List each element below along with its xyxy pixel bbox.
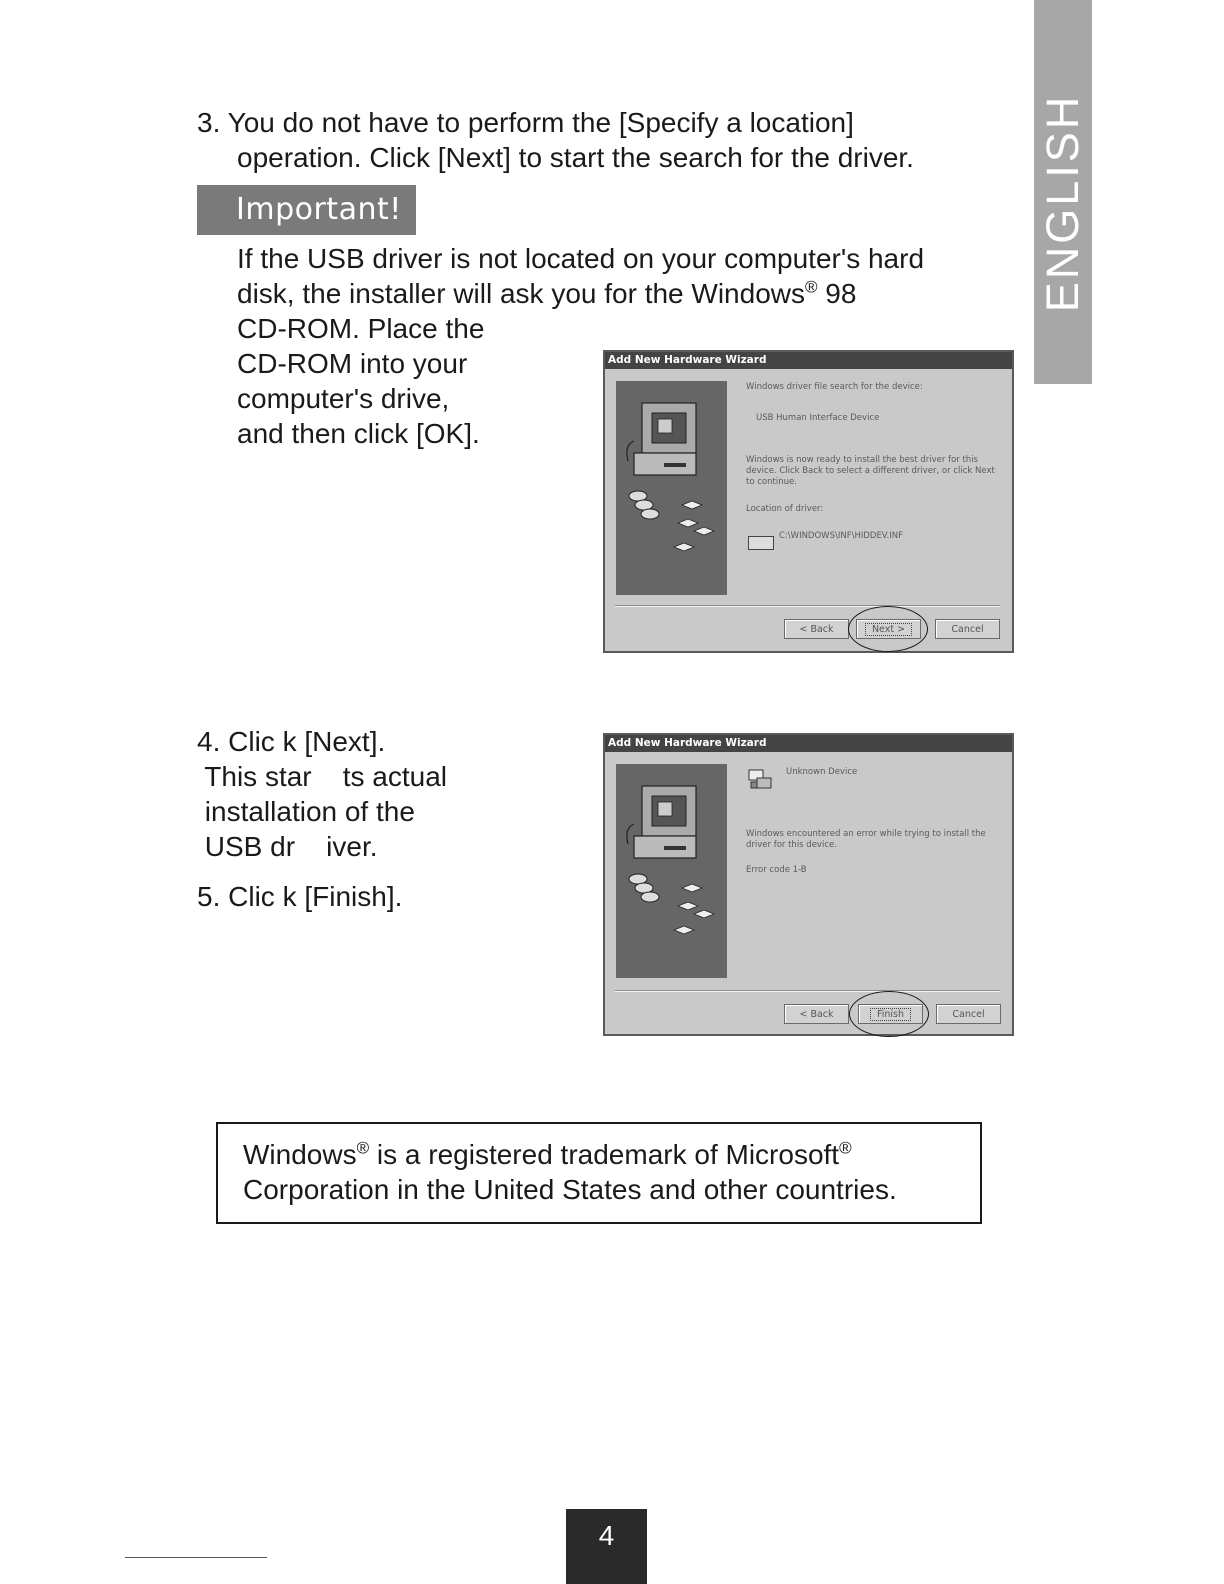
language-tab <box>1034 0 1092 384</box>
important-line1: If the USB driver is not located on your computer's hard <box>237 243 925 274</box>
dialog-title-bar: Add New Hardware Wizard <box>605 735 1012 752</box>
next-button[interactable]: Next > <box>856 619 921 639</box>
highlight-circle <box>849 991 929 1037</box>
dialog-separator <box>615 605 1000 607</box>
back-button[interactable]: < Back <box>784 619 849 639</box>
important-line5: computer's drive, <box>237 383 450 414</box>
hardware-device-icon <box>747 766 775 792</box>
wizard-dialog-error <box>603 733 1014 1036</box>
important-label: Important! <box>197 185 416 235</box>
driver-path: C:\WINDOWS\INF\HIDDEV.INF <box>779 531 903 541</box>
search-label: Windows driver file search for the device: <box>746 382 923 392</box>
info-line2: device. Click Back to select a different driver, or click Next <box>746 466 995 476</box>
step5-line1: 5. Clic k [Finish]. <box>197 881 403 912</box>
info-line1: Windows is now ready to install the best driver for this <box>746 455 978 465</box>
important-line3: CD-ROM. Place the <box>237 313 485 344</box>
dialog-title-bar: Add New Hardware Wizard <box>605 352 1012 369</box>
error-line2: driver for this device. <box>746 840 837 850</box>
important-line4: CD-ROM into your <box>237 348 468 379</box>
footer-rule <box>125 1557 267 1558</box>
language-tab-label: ENGLISH <box>1037 93 1088 313</box>
important-line6: and then click [OK]. <box>237 418 480 449</box>
cancel-button[interactable]: Cancel <box>936 1004 1001 1024</box>
info-line3: to continue. <box>746 477 797 487</box>
step3-line1: 3. You do not have to perform the [Specify a location] <box>197 107 854 138</box>
step4-line2: This star ts actual <box>197 761 448 792</box>
dialog-separator <box>615 990 1000 992</box>
device-name: Unknown Device <box>786 767 858 777</box>
trademark-notice <box>216 1122 982 1224</box>
page-number: 4 <box>566 1509 647 1584</box>
computer-illustration <box>616 764 727 978</box>
cancel-button[interactable]: Cancel <box>935 619 1000 639</box>
step4-line4: USB dr iver. <box>197 831 378 862</box>
wizard-dialog-search <box>603 350 1014 653</box>
step4-line1: 4. Clic k [Next]. <box>197 726 386 757</box>
error-line1: Windows encountered an error while trying to install the <box>746 829 986 839</box>
error-code: Error code 1-B <box>746 865 807 875</box>
device-name: USB Human Interface Device <box>756 413 880 423</box>
step3-line2: operation. Click [Next] to start the search for the driver. <box>237 142 914 173</box>
computer-illustration <box>616 381 727 595</box>
back-button[interactable]: < Back <box>784 1004 849 1024</box>
important-line2: disk, the installer will ask you for the Windows® 98 <box>237 277 857 309</box>
location-label: Location of driver: <box>746 504 824 514</box>
drive-icon <box>748 536 774 550</box>
highlight-circle <box>848 606 928 652</box>
step4-line3: installation of the <box>197 796 415 827</box>
finish-button[interactable]: Finish <box>858 1004 923 1024</box>
trademark-text: Windows® is a registered trademark of Microsoft® Corporation in the United States and other countries. <box>243 1138 897 1205</box>
